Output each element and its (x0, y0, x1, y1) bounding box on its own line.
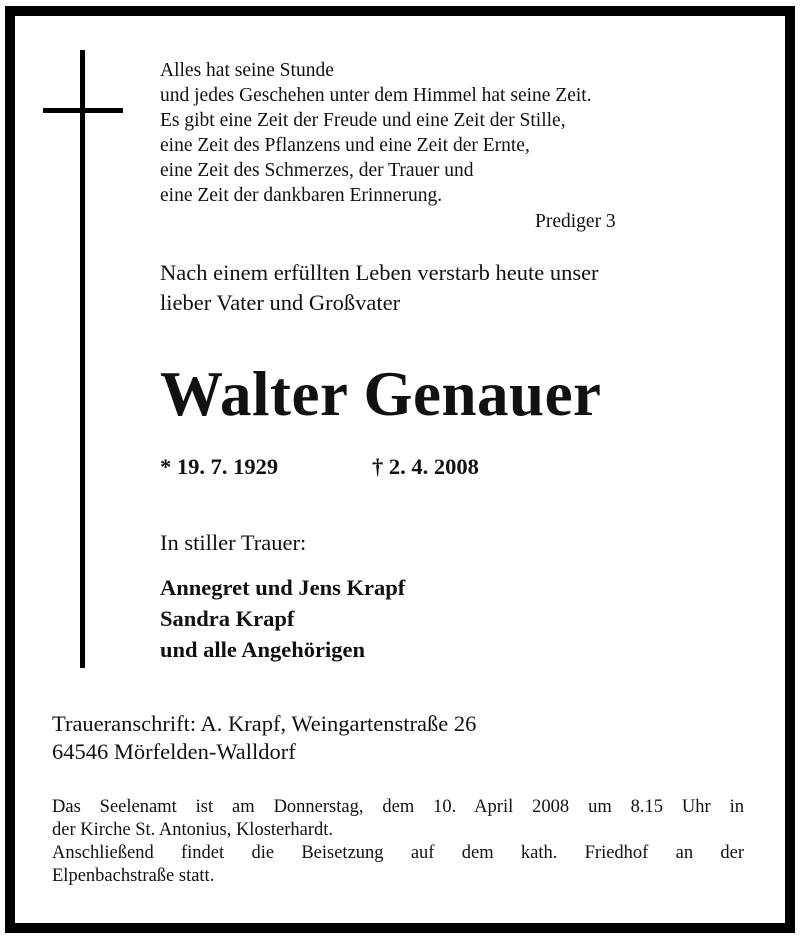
cross-icon-vertical-bar (80, 50, 85, 668)
verse-line: eine Zeit des Schmerzes, der Trauer und (160, 160, 474, 181)
verse-line: eine Zeit des Pflanzens und eine Zeit der Ernte, (160, 135, 530, 156)
verse-line: Es gibt eine Zeit der Freude und eine Zeit der Stille, (160, 110, 566, 131)
death-announcement (160, 258, 599, 318)
service-line: Das Seelenamt ist am Donnerstag, dem 10. April 2008 um 8.15 Uhr in (52, 797, 744, 817)
mourning-address (52, 710, 476, 766)
bible-verse (160, 58, 592, 208)
address-line: 64546 Mörfelden-Walldorf (52, 739, 296, 764)
service-line: der Kirche St. Antonius, Klosterhardt. (52, 820, 334, 840)
announcement-line: lieber Vater und Großvater (160, 290, 401, 315)
service-line: Elpenbachstraße statt. (52, 866, 215, 886)
birth-date: * 19. 7. 1929 (160, 454, 279, 479)
announcement-line: Nach einem erfüllten Leben verstarb heute unser (160, 260, 599, 285)
mourners-list (160, 572, 405, 665)
funeral-service-info (52, 796, 744, 888)
service-line: Anschließend findet die Beisetzung auf dem kath. Friedhof an der (52, 843, 744, 863)
verse-line: und jedes Geschehen unter dem Himmel hat seine Zeit. (160, 85, 592, 106)
verse-line: Alles hat seine Stunde (160, 60, 334, 81)
death-date: † 2. 4. 2008 (372, 454, 479, 479)
mourner-entry: Sandra Krapf (160, 606, 295, 631)
mourning-intro: In stiller Trauer: (160, 530, 307, 555)
cross-icon-horizontal-bar (43, 108, 123, 113)
verse-source: Prediger 3 (535, 211, 616, 232)
verse-line: eine Zeit der dankbaren Erinnerung. (160, 185, 443, 206)
mourner-entry: Annegret und Jens Krapf (160, 575, 406, 600)
deceased-name: Walter Genauer (160, 359, 602, 429)
mourner-entry: und alle Angehörigen (160, 637, 366, 662)
address-line: Traueranschrift: A. Krapf, Weingartenstraße 26 (52, 711, 477, 736)
